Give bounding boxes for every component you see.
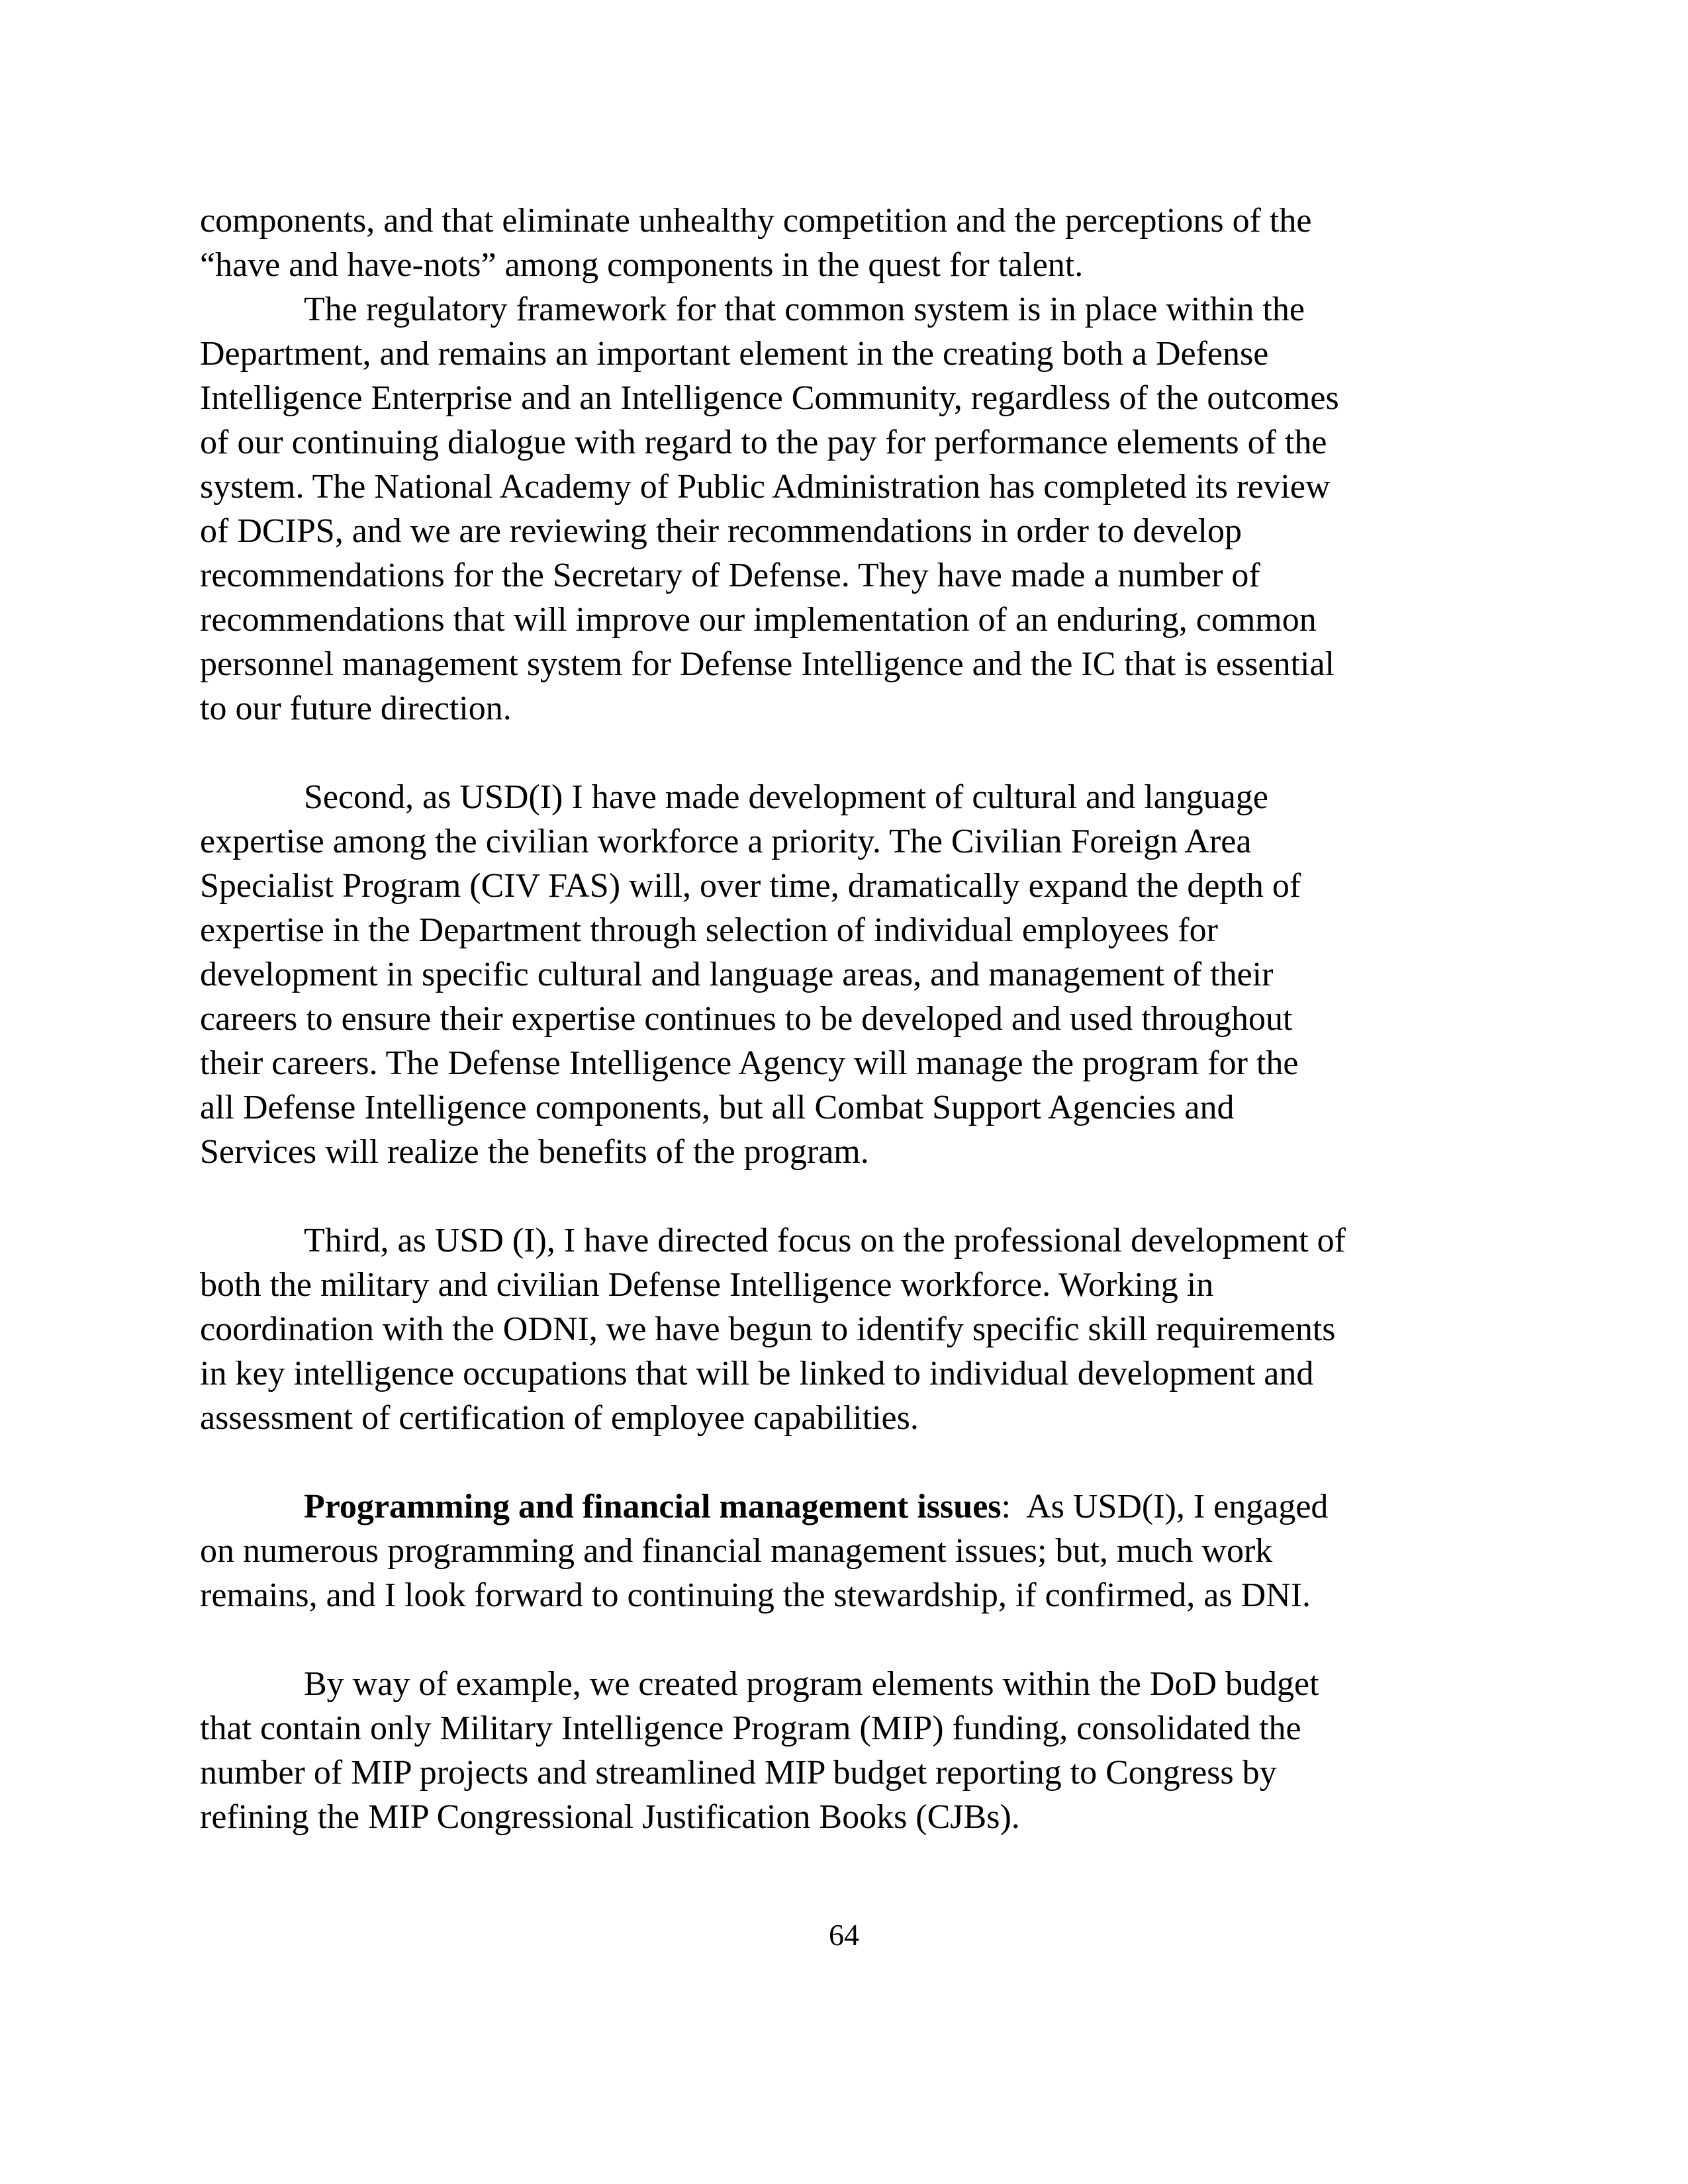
text-line xyxy=(200,1484,1497,1529)
text-line: expertise among the civilian workforce a priority. The Civilian Foreign Area xyxy=(200,823,1252,860)
text-line: in key intelligence occupations that will be linked to individual development and xyxy=(200,1355,1314,1392)
text-line: The regulatory framework for that common system is in place within the xyxy=(304,291,1305,328)
text-line: “have and have-nots” among components in the quest for talent. xyxy=(200,246,1084,284)
text-line: remains, and I look forward to continuing the stewardship, if confirmed, as DNI. xyxy=(200,1576,1311,1614)
text-line: system. The National Academy of Public Administration has completed its review xyxy=(200,468,1331,506)
page-number: 64 xyxy=(829,1918,859,1952)
text-line: components, and that eliminate unhealthy competition and the perceptions of the xyxy=(200,202,1312,240)
section-heading: Programming and financial management issues xyxy=(304,1488,1002,1525)
text-line: Intelligence Enterprise and an Intelligence Community, regardless of the outcomes xyxy=(200,379,1339,417)
text-line: their careers. The Defense Intelligence Agency will manage the program for the xyxy=(200,1044,1299,1082)
text-line: Services will realize the benefits of the program. xyxy=(200,1133,869,1171)
text-line: refining the MIP Congressional Justification Books (CJBs). xyxy=(200,1798,1020,1836)
text-line: coordination with the ODNI, we have begun to identify specific skill requirements xyxy=(200,1310,1336,1348)
text-line: of our continuing dialogue with regard to the pay for performance elements of the xyxy=(200,424,1327,461)
text-line: that contain only Military Intelligence Program (MIP) funding, consolidated the xyxy=(200,1709,1301,1747)
text-line: assessment of certification of employee capabilities. xyxy=(200,1399,919,1437)
text-line: all Defense Intelligence components, but all Combat Support Agencies and xyxy=(200,1089,1235,1126)
text-line: personnel management system for Defense Intelligence and the IC that is essential xyxy=(200,645,1335,683)
text-line: By way of example, we created program elements within the DoD budget xyxy=(304,1665,1319,1703)
text-line: careers to ensure their expertise continues to be developed and used throughout xyxy=(200,1000,1293,1038)
paragraph-programming-financial xyxy=(200,1484,1497,1617)
paragraph-regulatory-framework xyxy=(200,287,1497,731)
paragraph-cultural-language-expertise xyxy=(200,775,1497,1174)
text-line: development in specific cultural and language areas, and management of their xyxy=(200,956,1274,993)
text-line: to our future direction. xyxy=(200,690,512,727)
text-line: on numerous programming and financial management issues; but, much work xyxy=(200,1532,1273,1570)
text-line: Department, and remains an important element in the creating both a Defense xyxy=(200,335,1269,373)
text-line: of DCIPS, and we are reviewing their recommendations in order to develop xyxy=(200,512,1242,550)
text-line: both the military and civilian Defense Intelligence workforce. Working in xyxy=(200,1266,1214,1304)
heading-colon: : xyxy=(1001,1488,1011,1525)
paragraph-professional-development xyxy=(200,1218,1497,1440)
heading-line-rest: As USD(I), I engaged xyxy=(1010,1488,1329,1525)
text-line: recommendations that will improve our implementation of an enduring, common xyxy=(200,601,1317,639)
text-line: recommendations for the Secretary of Defense. They have made a number of xyxy=(200,557,1260,594)
text-line: Second, as USD(I) I have made development of cultural and language xyxy=(304,778,1268,816)
text-line: number of MIP projects and streamlined MIP budget reporting to Congress by xyxy=(200,1754,1277,1792)
paragraph-mip-example xyxy=(200,1662,1497,1839)
text-line: Specialist Program (CIV FAS) will, over time, dramatically expand the depth of xyxy=(200,867,1301,905)
text-line: Third, as USD (I), I have directed focus on the professional development of xyxy=(304,1222,1346,1259)
document-body xyxy=(200,199,1497,1839)
paragraph-continuation xyxy=(200,199,1497,287)
text-line: expertise in the Department through selection of individual employees for xyxy=(200,911,1218,949)
